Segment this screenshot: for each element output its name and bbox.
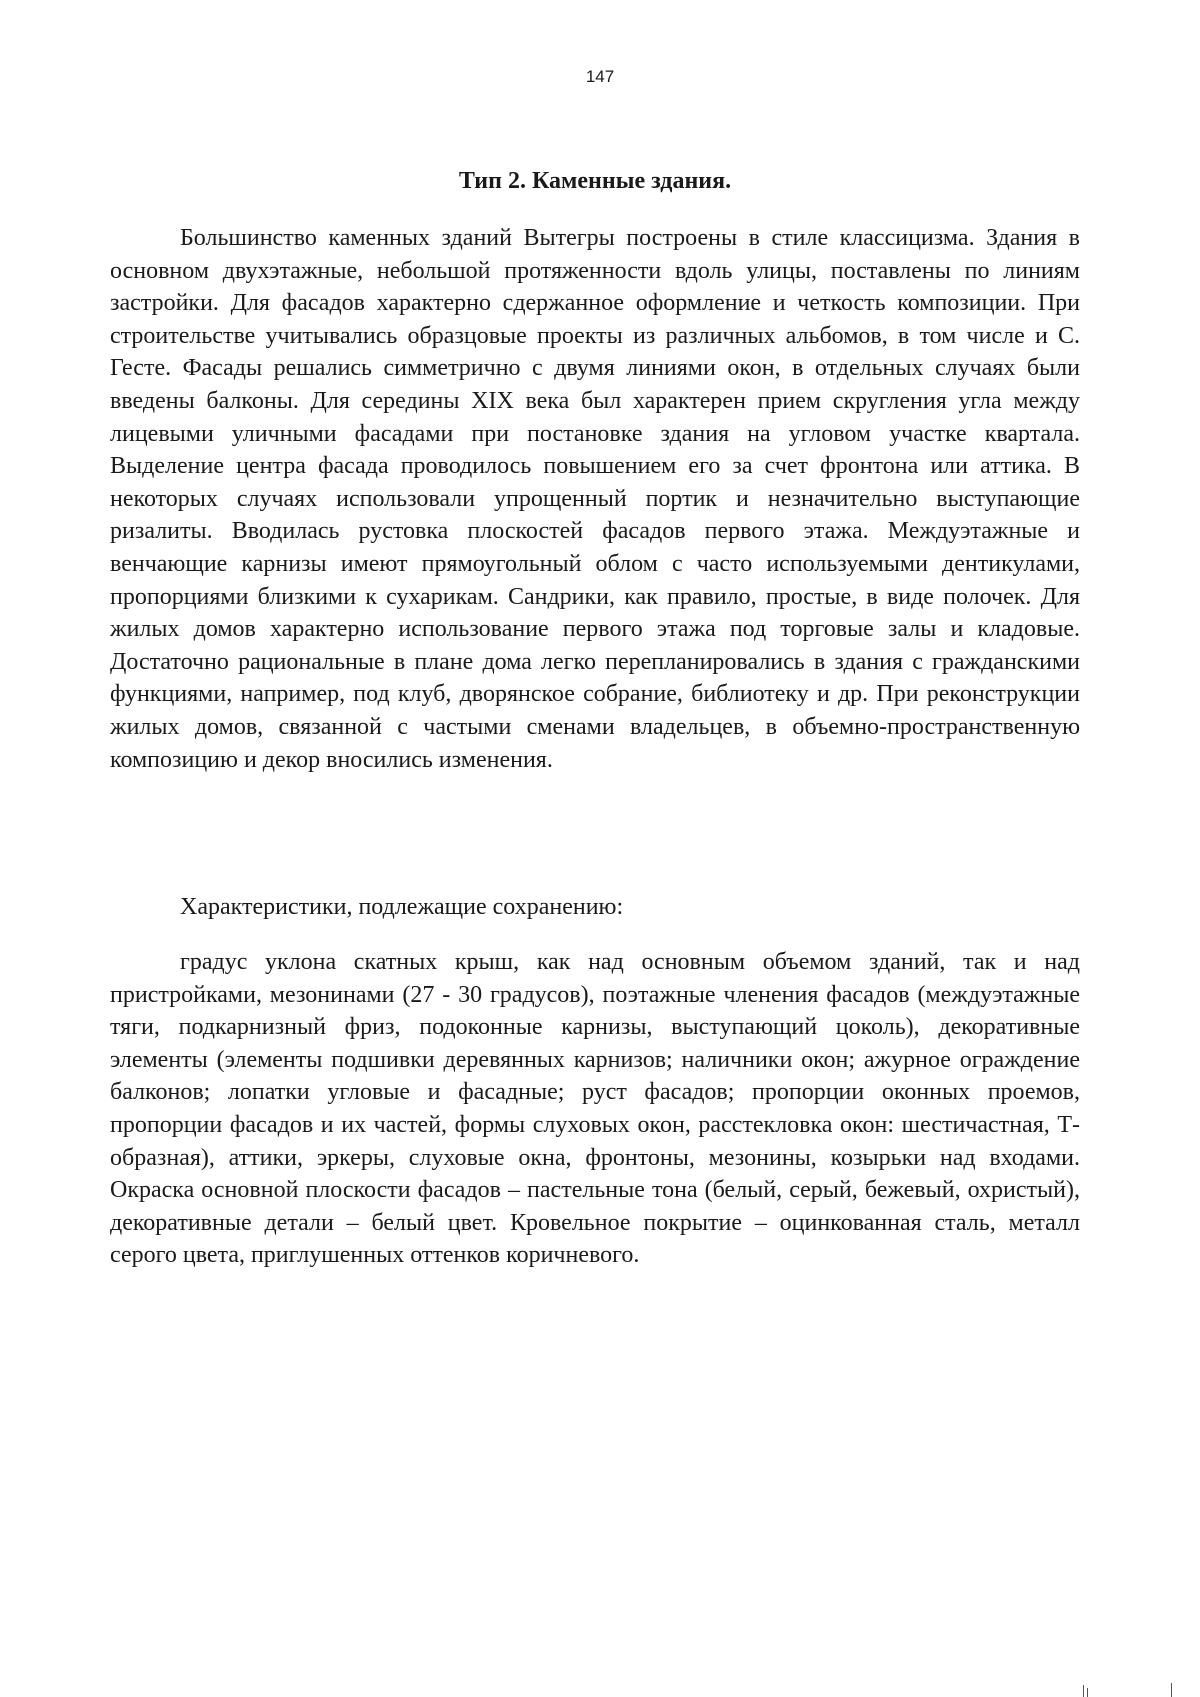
page-number: 147	[585, 67, 615, 86]
characteristics-heading: Характеристики, подлежащие сохранению:	[180, 894, 624, 920]
body-paragraph-building-description: Большинство каменных зданий Вытегры построены в стиле классицизма. Здания в основном двухэтажные, небольшой протяженности вдоль улицы, поставлены по линиям застройки. Для фасадов характерно сдержанное оформление и четкость композиции. При строительстве учитывались образцовые проекты из различных альбомов, в том числе и С. Гесте. Фасады решались симметрично с двумя линиями окон, в отдельных случаях были введены балконы. Для середины XIX века был характерен прием скругления угла между лицевыми уличными фасадами при постановке здания на угловом участке квартала. Выделение центра фасада проводилось повышением его за счет фронтона или аттика. В некоторых случаях использовали упрощенный портик и незначительно выступающие ризалиты. Вводилась рустовка плоскостей фасадов первого этажа. Междуэтажные и венчающие карнизы имеют прямоугольный облом с часто используемыми дентикулами, пропорциями близкими к сухарикам. Сандрики, как правило, простые, в виде полочек. Для жилых домов характерно использование первого этажа под торговые залы и кладовые. Достаточно рациональные в плане дома легко перепланировались в здания с гражданскими функциями, например, под клуб, дворянское собрание, библиотеку и др. При реконструкции жилых домов, связанной с частыми сменами владельцев, в объемно-пространственную композицию и декор вносились изменения.	[110, 225, 1080, 773]
section-heading: Тип 2. Каменные здания.	[458, 168, 732, 194]
scan-artifact-mark	[1087, 1688, 1088, 1697]
scan-artifact-mark	[1083, 1685, 1084, 1697]
characteristics-heading-block	[110, 891, 1080, 924]
scan-artifact-mark	[1171, 1683, 1172, 1697]
characteristics-list-block	[110, 946, 1080, 1272]
body-paragraph-block	[110, 222, 1080, 776]
characteristics-paragraph: градус уклона скатных крыш, как над основным объемом зданий, так и над пристройками, мезонинами (27 - 30 градусов), поэтажные членения фасадов (междуэтажные тяги, подкарнизный фриз, подоконные карнизы, выступающий цоколь), декоративные элементы (элементы подшивки деревянных карнизов; наличники окон; ажурное ограждение балконов; лопатки угловые и фасадные; руст фасадов; пропорции оконных проемов, пропорции фасадов и их частей, формы слуховых окон, расстекловка окон: шестичастная, Т-образная), аттики, эркеры, слуховые окна, фронтоны, мезонины, козырьки над входами. Окраска основной плоскости фасадов – пастельные тона (белый, серый, бежевый, охристый), декоративные детали – белый цвет. Кровельное покрытие – оцинкованная сталь, металл серого цвета, приглушенных оттенков коричневого.	[110, 949, 1080, 1269]
